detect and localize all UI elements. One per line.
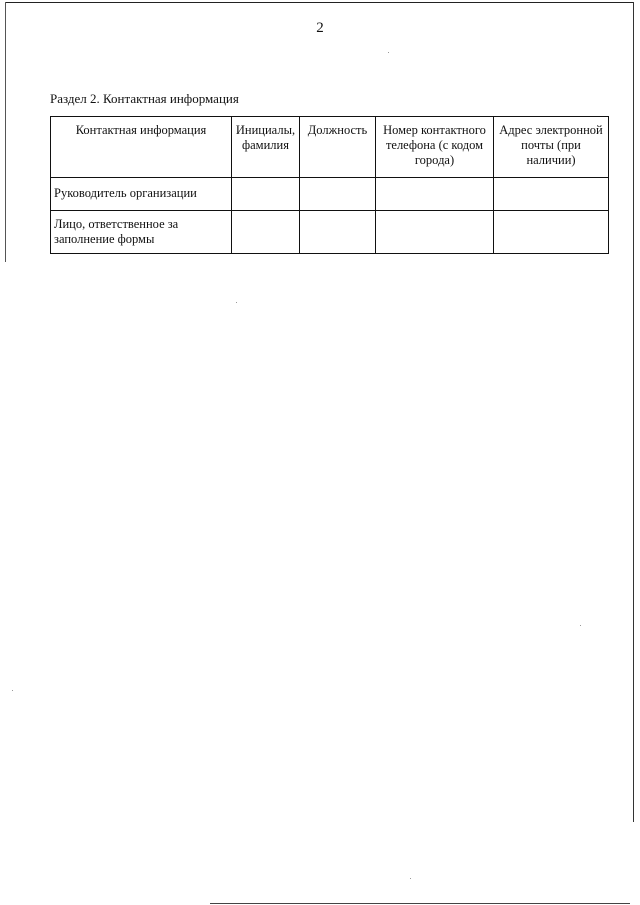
table-row	[51, 211, 609, 254]
scan-speck	[580, 625, 581, 626]
scan-edge-bottom	[210, 903, 630, 904]
header-contact-info: Контактная информация	[51, 117, 232, 178]
scan-edge-right	[633, 2, 634, 822]
contact-info-table	[50, 116, 609, 254]
cell-phone-number[interactable]	[376, 211, 494, 254]
row-label-responsible-person: Лицо, ответственное за заполнение формы	[51, 211, 232, 254]
table-row	[51, 178, 609, 211]
header-phone-number: Номер контактного телефона (с кодом города)	[376, 117, 494, 178]
scan-speck	[12, 690, 13, 691]
table-header-row	[51, 117, 609, 178]
header-initials-surname: Инициалы, фамилия	[232, 117, 300, 178]
page-number: 2	[316, 20, 324, 36]
scan-speck	[236, 302, 237, 303]
header-position: Должность	[300, 117, 376, 178]
cell-position[interactable]	[300, 211, 376, 254]
scan-speck	[410, 878, 411, 879]
scan-speck	[388, 52, 389, 53]
row-label-head-of-organization: Руководитель организации	[51, 178, 232, 211]
scan-edge-left	[5, 2, 6, 262]
section-title: Раздел 2. Контактная информация	[50, 91, 239, 106]
header-email: Адрес электронной почты (при наличии)	[494, 117, 609, 178]
cell-email[interactable]	[494, 211, 609, 254]
cell-initials-surname[interactable]	[232, 211, 300, 254]
scan-edge-top	[5, 2, 633, 3]
cell-email[interactable]	[494, 178, 609, 211]
cell-phone-number[interactable]	[376, 178, 494, 211]
cell-initials-surname[interactable]	[232, 178, 300, 211]
cell-position[interactable]	[300, 178, 376, 211]
